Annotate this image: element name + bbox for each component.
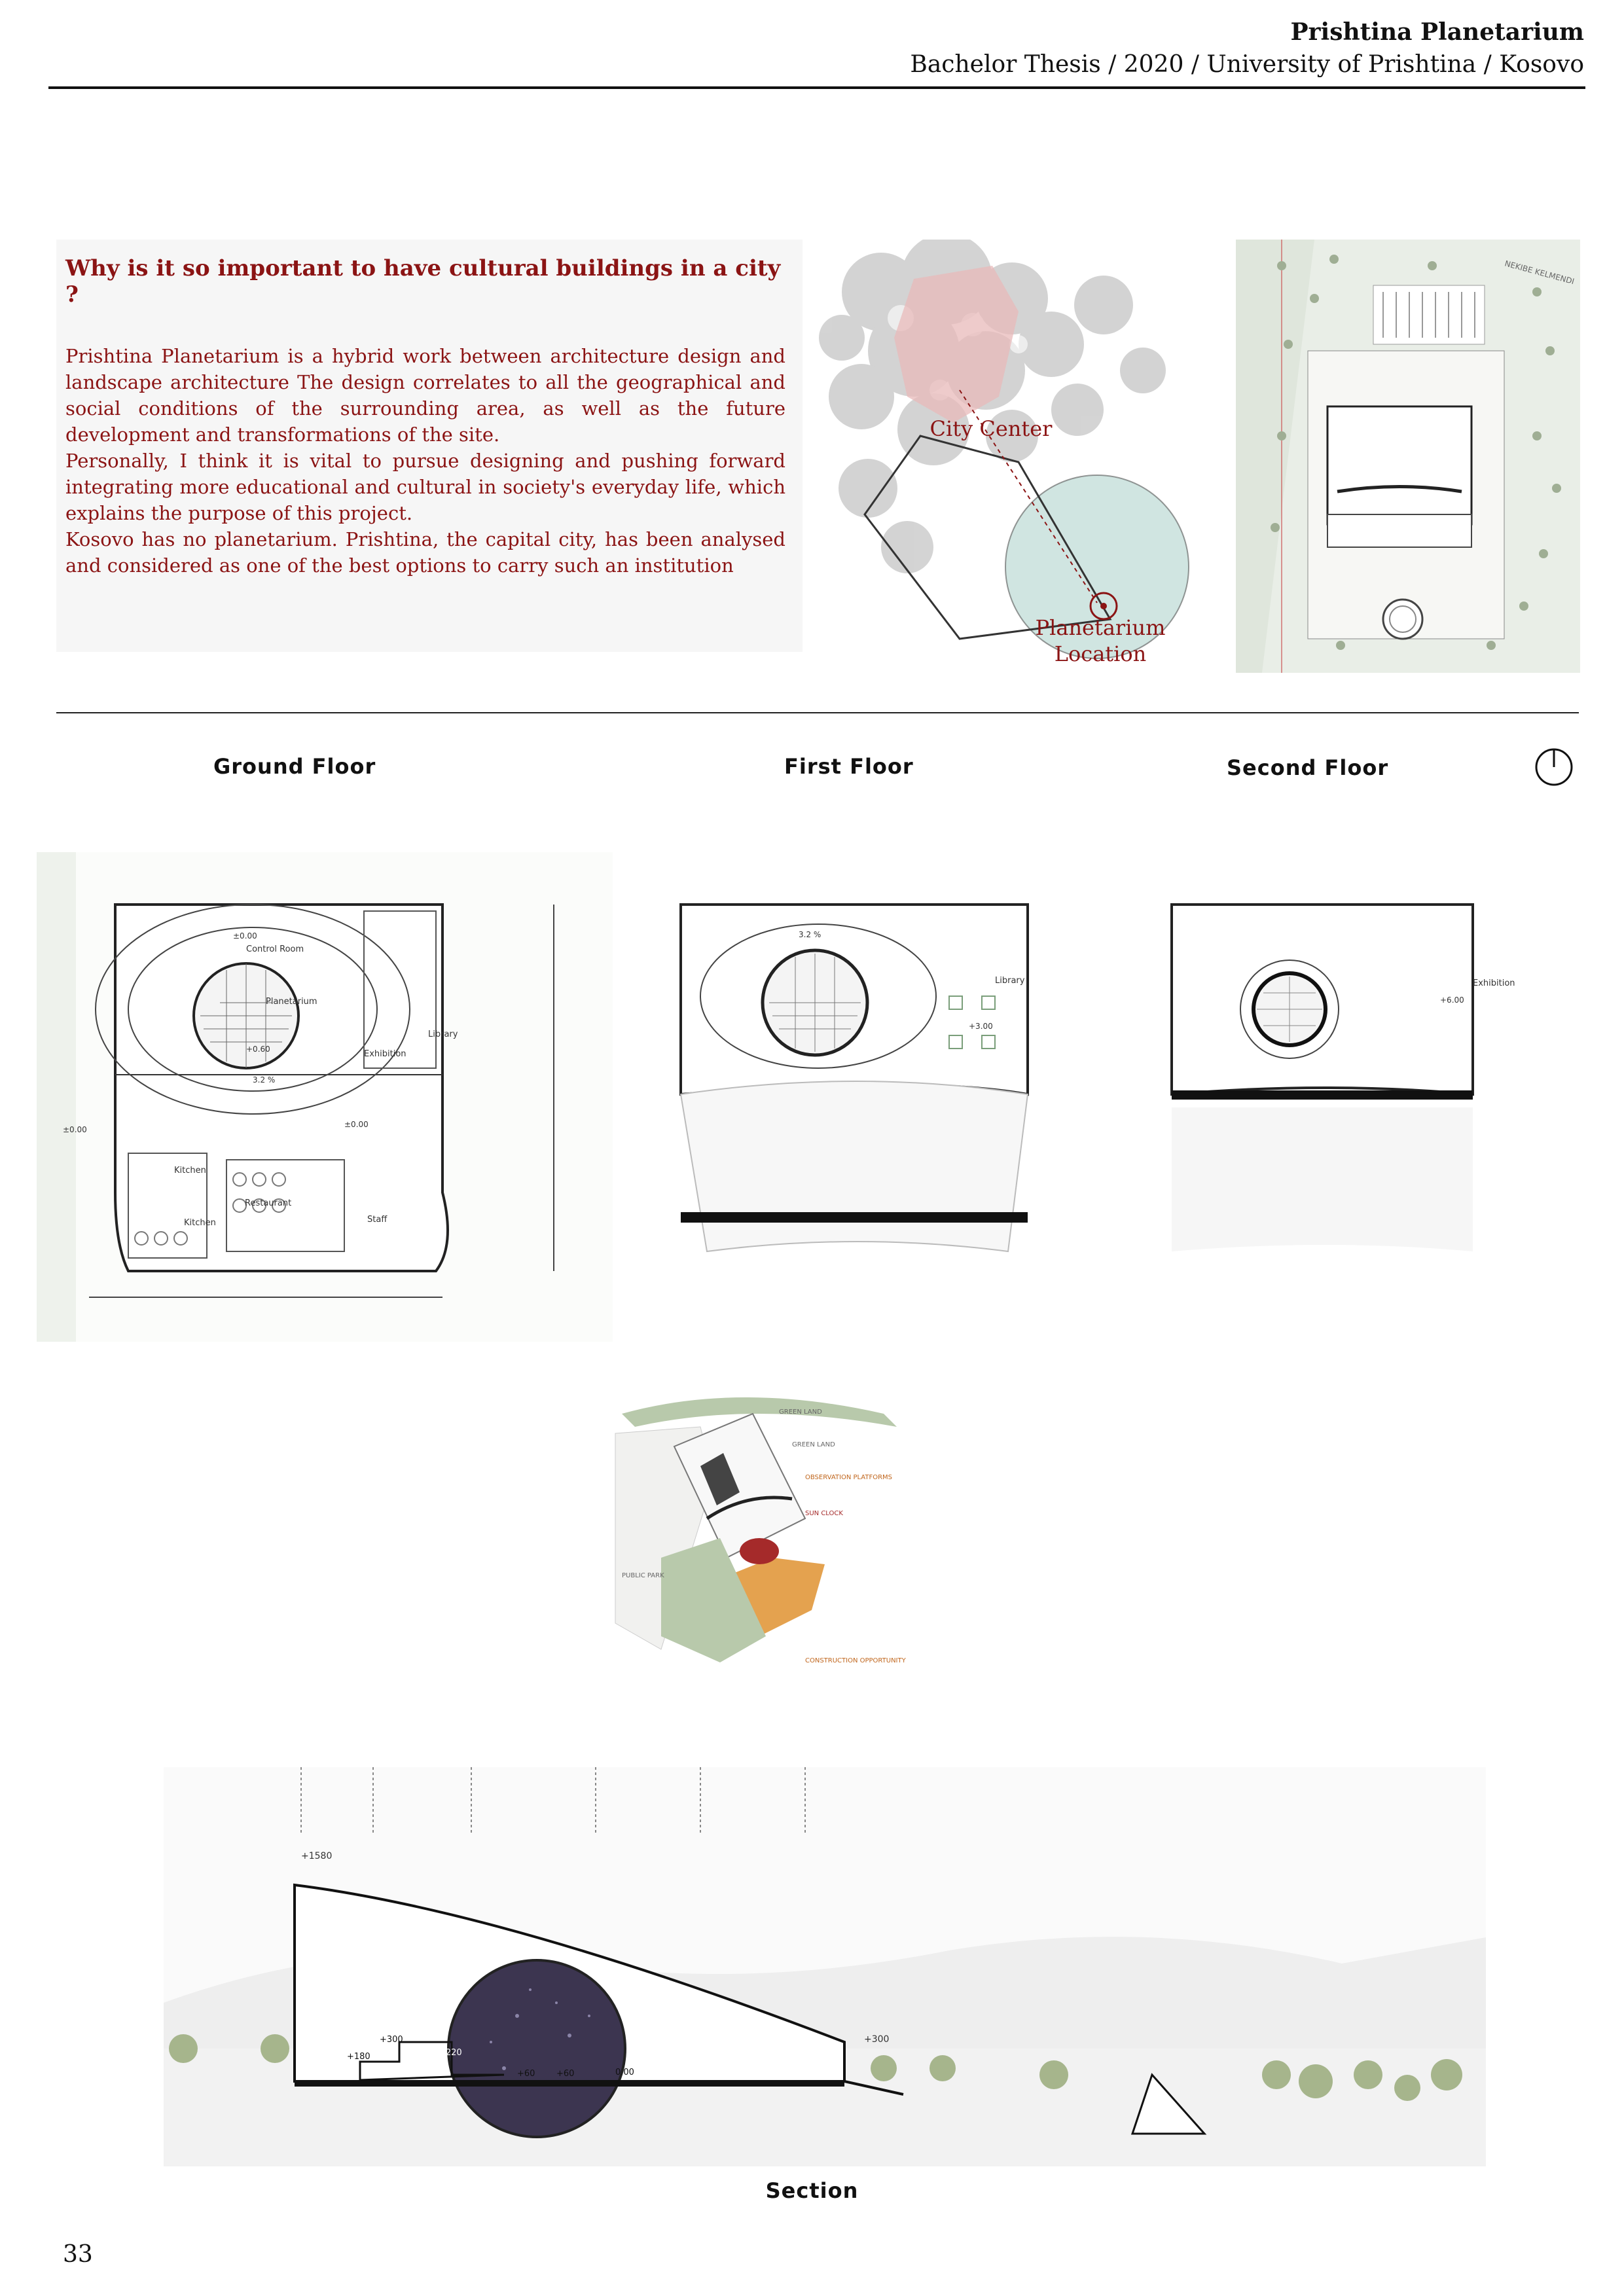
green-land-1-label: GREEN LAND [779,1408,822,1416]
section-drawing [164,1767,1486,2166]
city-center-label: City Center [929,416,1053,441]
section-top-level: +1580 [301,1851,333,1861]
location-label-2: Location [1054,641,1147,666]
section-divider [56,712,1579,713]
ground-floor-label: Ground Floor [213,754,376,779]
second-exhibition-label: Exhibition [1473,978,1515,988]
section-zero-level: 0.00 [615,2068,634,2077]
first-floor-plan [641,846,1087,1278]
ground-floor-plan [37,852,613,1342]
intro-paragraph: Prishtina Planetarium is a hybrid work between architecture design and landscape architecture The design correlates to all the geographical and social conditions of the surrounding area, as well as the future development and transformations of the site. [65,345,785,446]
level-c-label: ±0.00 [344,1120,369,1129]
level-a-label: ±0.00 [233,931,257,941]
second-floor-plan [1132,846,1551,1265]
section-title: Section [765,2178,859,2203]
kitchen-label-a: Kitchen [174,1166,206,1175]
intro-text [65,343,785,579]
section-level-2: +220 [439,2048,462,2058]
sun-clock-label: SUN CLOCK [805,1510,843,1517]
section-level-4: +60 [517,2069,535,2079]
dome-interior [448,1960,625,2137]
intro-paragraph: Personally, I think it is vital to pursue designing and pushing forward integrating more educational and cultural in society's everyday life, which explains the purpose of this project. [65,450,785,524]
second-floor-label: Second Floor [1227,755,1389,780]
first-floor-label: First Floor [784,754,914,779]
first-level-label: +3.00 [969,1022,993,1031]
section-roof-level: +300 [864,2034,890,2045]
control-room-label: Control Room [246,944,304,954]
slope-label: 3.2 % [253,1075,276,1085]
intro-question: Why is it so important to have cultural buildings in a city ? [65,255,781,308]
city-map [803,240,1240,672]
first-library-label: Library [995,976,1025,986]
restaurant-label: Restaurant [245,1198,292,1208]
page-number: 33 [63,2241,93,2268]
level-d-label: ±0.00 [63,1125,87,1134]
section-level-1: +300 [380,2035,403,2045]
north-arrow-icon [1534,747,1574,787]
axonometric-site [609,1388,988,1715]
sun-clock-area [740,1538,779,1564]
location-label-1: Planetarium [1035,615,1166,640]
section-level-5: +60 [556,2069,575,2079]
page-title: Prishtina Planetarium [1290,18,1584,46]
section-level-3: +180 [347,2052,370,2062]
first-slope-label: 3.2 % [799,930,821,939]
staff-label: Staff [367,1215,388,1225]
intro-paragraph: Kosovo has no planetarium. Prishtina, the capital city, has been analysed and considered as one of the best options to carry such an institution [65,528,785,577]
second-level-label: +6.00 [1440,996,1464,1005]
site-plan [1236,240,1580,673]
page-subtitle: Bachelor Thesis / 2020 / University of Prishtina / Kosovo [910,51,1584,78]
green-land-2-label: GREEN LAND [792,1441,835,1448]
kitchen-label-b: Kitchen [184,1218,216,1228]
public-park-label: PUBLIC PARK [622,1572,664,1579]
level-b-label: +0.60 [246,1045,270,1054]
header-divider [48,86,1585,89]
construction-label: CONSTRUCTION OPPORTUNITY [805,1657,906,1664]
planetarium-room-label: Planetarium [266,997,317,1007]
street-label: NEKIBE KELMENDI [1504,259,1576,287]
library-label: Library [428,1030,458,1039]
observation-label: OBSERVATION PLATFORMS [805,1474,893,1481]
exhibition-label: Exhibition [364,1049,406,1059]
